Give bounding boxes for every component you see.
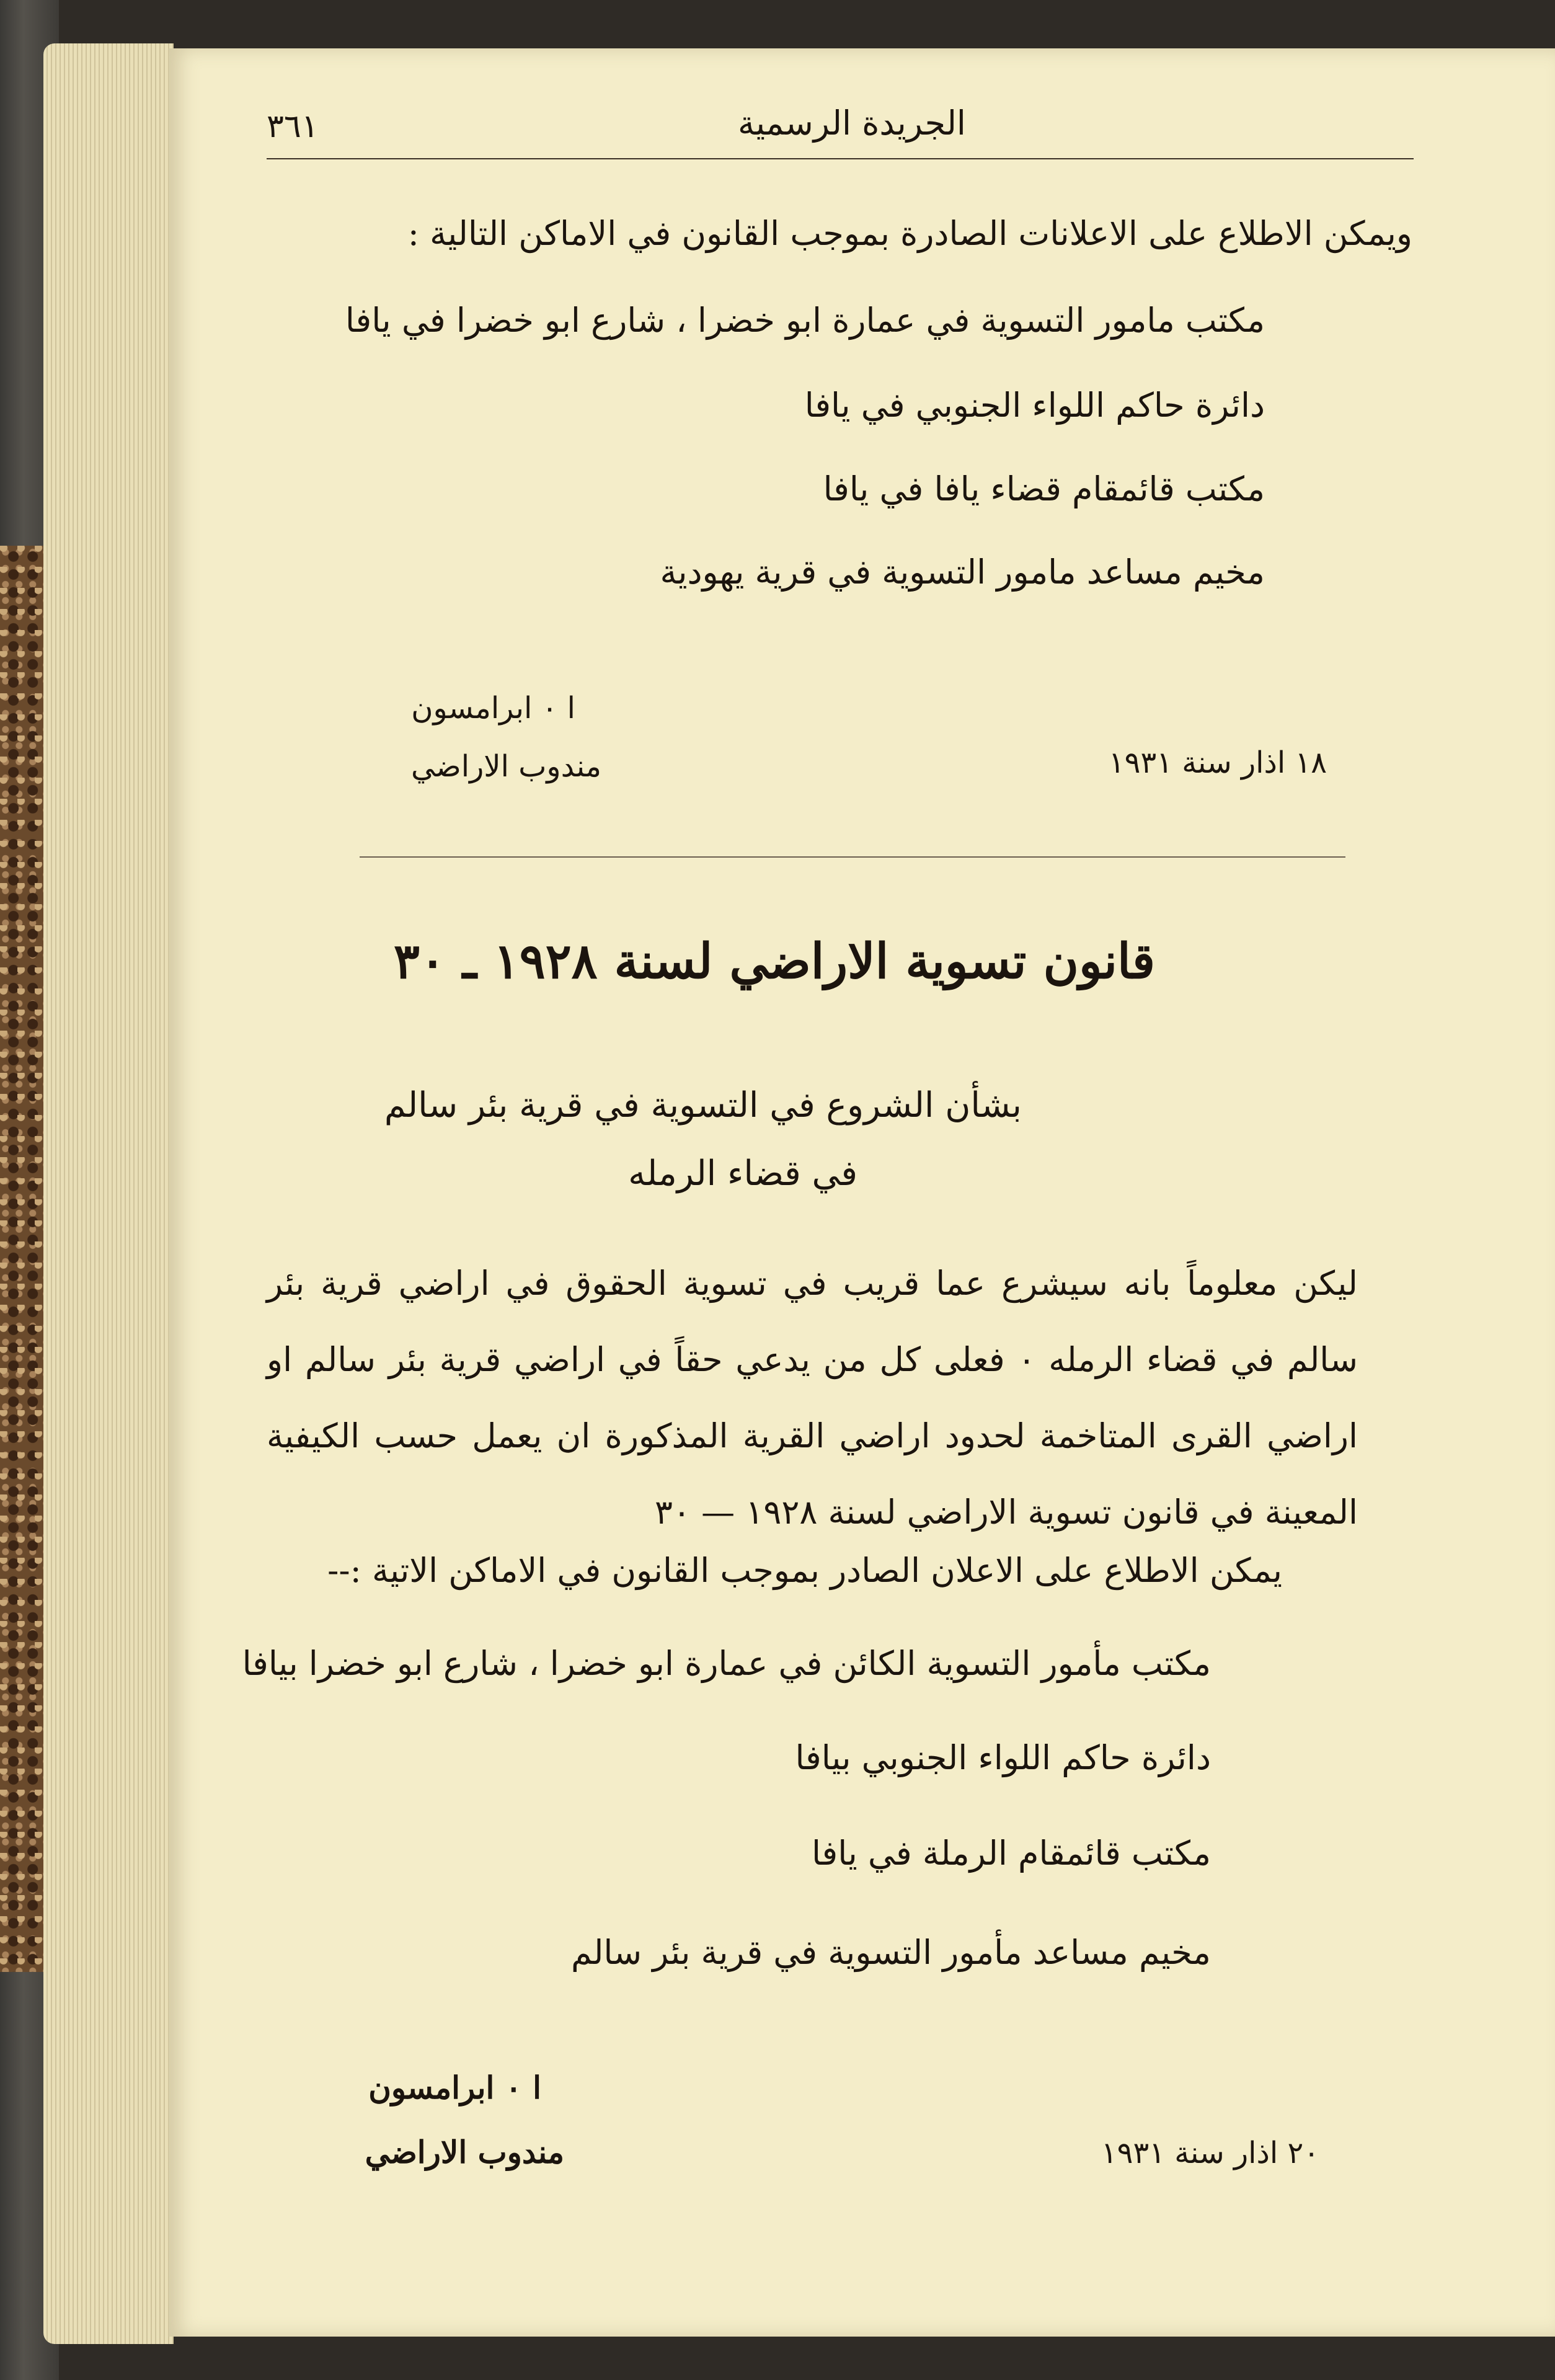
notice2-body: ليكن معلوماً بانه سيشرع عما قريب في تسوية الحقوق في اراضي قرية بئر سالم في قضاء الرمله ٠ فعلى كل من يدعي حقاً في اراضي قرية بئر سالم او اراضي القرى المتاخمة لحدود اراضي القرية المذكورة ان يعمل حسب الكيفية المعينة في قانون تسوية الاراضي لسنة ١٩٢٨ — ٣٠ [267,1264,1358,1532]
notice2-subtitle-line2: في قضاء الرمله [628,1153,857,1194]
notice1-date: ١٨ اذار سنة ١٩٣١ [1108,745,1327,780]
notice2-subtitle-line1: بشأن الشروع في التسوية في قرية بئر سالم [384,1085,1022,1126]
notice2-place-2: دائرة حاكم اللواء الجنوبي بيافا [795,1738,1211,1777]
notice-separator [360,856,1345,858]
notice2-signatory-name: ا ٠ ابرامسون [368,2069,541,2106]
notice1-place-4: مخيم مساعد مامور التسوية في قرية يهودية [660,553,1265,592]
notice1-place-2: دائرة حاكم اللواء الجنوبي في يافا [804,386,1265,425]
notice1-signatory-name: ا ٠ ابرامسون [411,691,575,726]
notice2-place-4: مخيم مساعد مأمور التسوية في قرية بئر سالم [571,1933,1211,1972]
notice2-intro: يمكن الاطلاع على الاعلان الصادر بموجب القانون في الاماكن الاتية :-- [327,1551,1282,1590]
marbled-binding [0,546,45,1972]
page-number: ٣٦١ [267,108,319,145]
notice1-intro: ويمكن الاطلاع على الاعلانات الصادرة بموجب القانون في الاماكن التالية : [407,214,1412,253]
running-title: الجريدة الرسمية [738,104,966,143]
header-rule [267,158,1414,159]
notice2-signatory-title: مندوب الاراضي [365,2134,564,2170]
notice1-place-1: مكتب مامور التسوية في عمارة ابو خضرا ، شارع ابو خضرا في يافا [345,301,1265,340]
notice2-title: قانون تسوية الاراضي لسنة ١٩٢٨ ـ ٣٠ [393,933,1155,990]
notice2-date: ٢٠ اذار سنة ١٩٣١ [1101,2136,1319,2170]
notice1-place-3: مكتب قائمقام قضاء يافا في يافا [823,469,1265,508]
page-stack-edges [43,43,174,2344]
notice1-signatory-title: مندوب الاراضي [410,749,601,784]
notice2-place-1: مكتب مأمور التسوية الكائن في عمارة ابو خضرا ، شارع ابو خضرا بيافا [242,1644,1211,1683]
notice2-place-3: مكتب قائمقام الرملة في يافا [811,1834,1211,1873]
